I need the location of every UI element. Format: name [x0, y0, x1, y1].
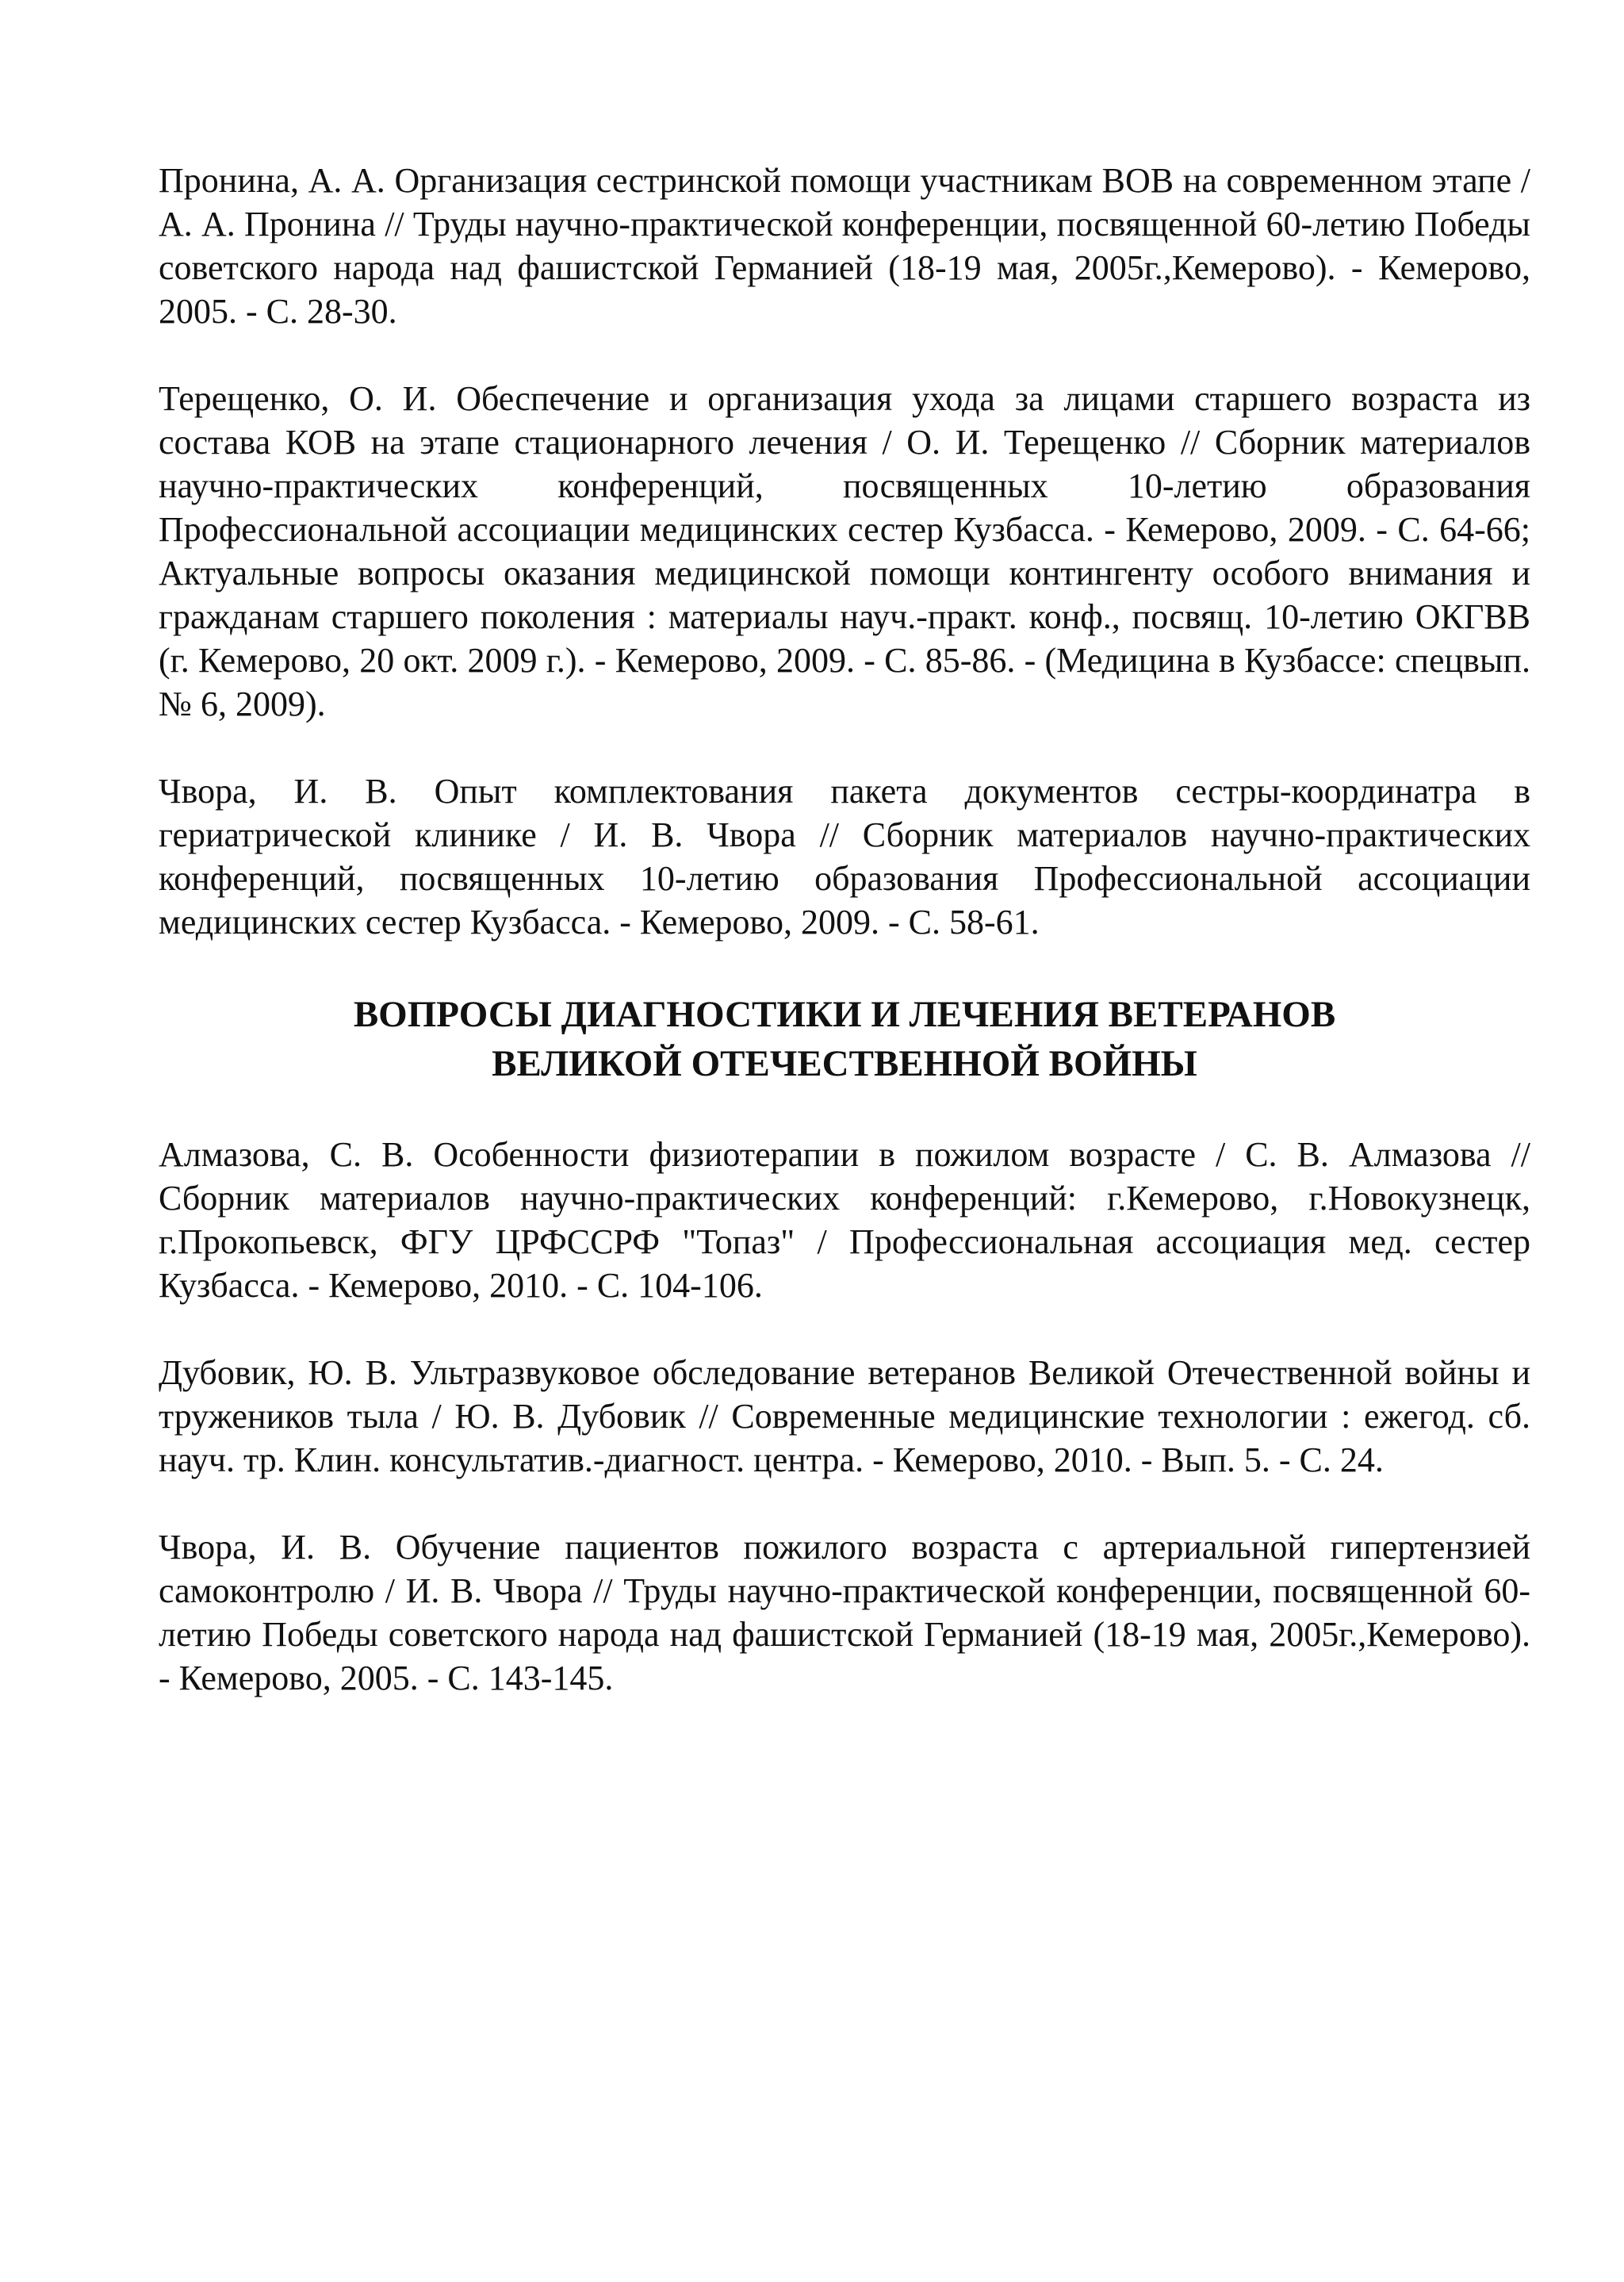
- bibliography-entry: Терещенко, О. И. Обеспечение и организация ухода за лицами старшего возраста из состава КОВ на этапе стационарного лечения / О. И. Терещенко // Сборник материалов научно-практических конференций, посвященных 10-летию образования Профессиональной ассоциации медицинских сестер Кузбасса. - Кемерово, 2009. - С. 64-66; Актуальные вопросы оказания медицинской помощи контингенту особого внимания и гражданам старшего поколения : материалы науч.-практ. конф., посвящ. 10-летию ОКГВВ (г. Кемерово, 20 окт. 2009 г.). - Кемерово, 2009. - С. 85-86. - (Медицина в Кузбассе: спецвып. № 6, 2009).: [159, 379, 1530, 723]
- bibliography-entry: Пронина, А. А. Организация сестринской помощи участникам ВОВ на современном этапе / А. А. Пронина // Труды научно-практической конференции, посвященной 60-летию Победы советского народа над фашистской Германией (18-19 мая, 2005г.,Кемерово). - Кемерово, 2005. - С. 28-30.: [159, 161, 1530, 331]
- section-heading-line-2: ВЕЛИКОЙ ОТЕЧЕСТВЕННОЙ ВОЙНЫ: [492, 1043, 1197, 1084]
- bibliography-entry: Чвора, И. В. Обучение пациентов пожилого возраста с артериальной гипертензией самоконтролю / И. В. Чвора // Труды научно-практической конференции, посвященной 60-летию Победы советского народа над фашистской Германией (18-19 мая, 2005г.,Кемерово). - Кемерово, 2005. - С. 143-145.: [159, 1528, 1530, 1697]
- section-heading: [159, 990, 1530, 1088]
- bibliography-entry: Чвора, И. В. Опыт комплектования пакета документов сестры-координатра в гериатрической клинике / И. В. Чвора // Сборник материалов научно-практических конференций, посвященных 10-летию образования Профессиональной ассоциации медицинских сестер Кузбасса. - Кемерово, 2009. - С. 58-61.: [159, 772, 1530, 942]
- bibliography-entry: Дубовик, Ю. В. Ультразвуковое обследование ветеранов Великой Отечественной войны и тружеников тыла / Ю. В. Дубовик // Современные медицинские технологии : ежегод. сб. науч. тр. Клин. консультатив.-диагност. центра. - Кемерово, 2010. - Вып. 5. - С. 24.: [159, 1353, 1530, 1479]
- document-page: [159, 159, 1530, 1743]
- bibliography-entry: Алмазова, С. В. Особенности физиотерапии в пожилом возрасте / С. В. Алмазова // Сборник материалов научно-практических конференций: г.Кемерово, г.Новокузнецк, г.Прокопьевск, ФГУ ЦРФССРФ "Топаз" / Профессиональная ассоциация мед. сестер Кузбасса. - Кемерово, 2010. - С. 104-106.: [159, 1135, 1530, 1305]
- section-heading-line-1: ВОПРОСЫ ДИАГНОСТИКИ И ЛЕЧЕНИЯ ВЕТЕРАНОВ: [353, 994, 1336, 1035]
